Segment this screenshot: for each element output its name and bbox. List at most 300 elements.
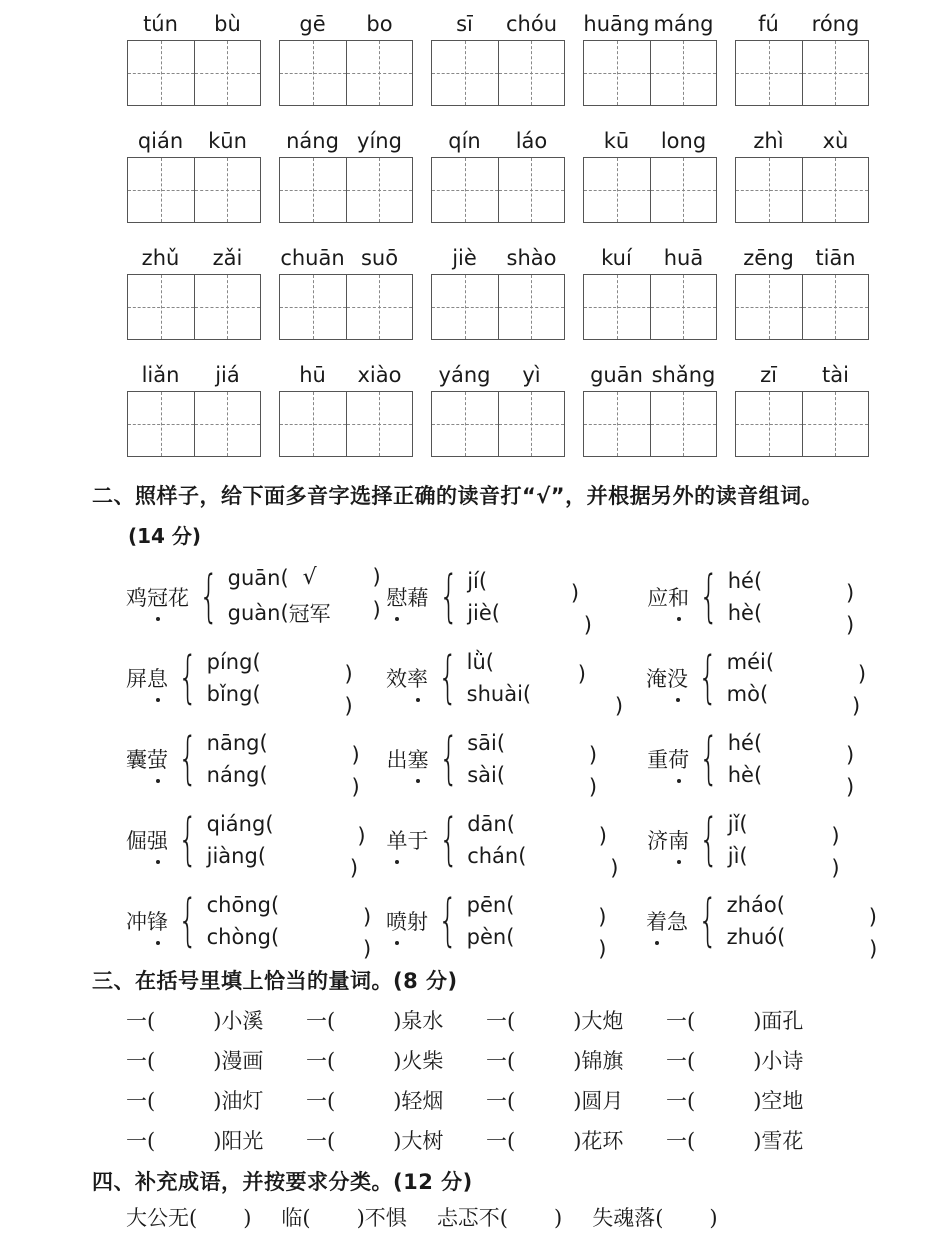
- polyphone-item: [386, 880, 646, 961]
- close-paren: ): [344, 693, 353, 718]
- tianzige-cell[interactable]: [128, 41, 194, 105]
- brace-symbol: {: [199, 563, 219, 629]
- word-char: 于: [407, 828, 429, 853]
- polyphone-row: [126, 799, 846, 880]
- polyphone-word: [126, 582, 189, 612]
- word-char-marked: 单: [387, 825, 408, 855]
- pinyin-syllable: shǎng: [651, 363, 716, 387]
- polyphone-word: [647, 744, 689, 774]
- tianzige-cell[interactable]: [432, 41, 498, 105]
- close-paren: ): [573, 1049, 582, 1073]
- word-char: 冲: [126, 909, 147, 934]
- pinyin-reading: shuài(: [466, 681, 532, 706]
- measure-item: [486, 1045, 666, 1075]
- pinyin-syllable: qín: [448, 129, 481, 153]
- pinyin-labels: [735, 359, 869, 391]
- reading-option[interactable]: [727, 730, 855, 767]
- pinyin-reading: jí(: [467, 568, 488, 593]
- word-char: 重: [647, 747, 669, 772]
- reading-option[interactable]: [467, 762, 598, 799]
- reading-option[interactable]: [206, 762, 360, 799]
- pinyin-syllable: sī: [456, 12, 473, 36]
- pinyin-labels: [127, 125, 261, 157]
- word-char-marked: 没: [667, 663, 688, 693]
- tianzige-cell[interactable]: [128, 392, 194, 456]
- pinyin-word: [431, 125, 565, 223]
- pinyin-syllable: róng: [811, 12, 860, 36]
- idiom-before: 忐忑不(: [436, 1206, 509, 1230]
- close-paren: ): [573, 1089, 582, 1113]
- tianzige-cell[interactable]: [346, 275, 413, 339]
- reading-options: [466, 649, 624, 718]
- pinyin-word: [279, 242, 413, 340]
- close-paren: ): [349, 855, 359, 880]
- pinyin-row: [127, 125, 872, 223]
- pinyin-syllable: guān: [590, 363, 643, 387]
- measure-noun: 花环: [581, 1129, 624, 1153]
- reading-option[interactable]: [467, 730, 598, 767]
- reading-option[interactable]: [726, 924, 878, 961]
- idiom-item: [592, 1202, 717, 1232]
- pinyin-word: [127, 242, 261, 340]
- close-paren: ): [573, 1129, 582, 1153]
- tianzige-cell[interactable]: [280, 41, 346, 105]
- measure-noun: 油灯: [221, 1089, 264, 1113]
- measure-row: [126, 1080, 846, 1120]
- tianzige-cell[interactable]: [346, 158, 413, 222]
- answer-text: 冠军: [288, 602, 331, 626]
- pinyin-reading: hé(: [727, 730, 763, 755]
- measure-noun: 泉水: [401, 1009, 444, 1033]
- close-paren: ): [868, 904, 877, 929]
- measure-item: [486, 1085, 666, 1115]
- polyphone-item: [126, 880, 386, 961]
- reading-option[interactable]: [206, 843, 359, 880]
- word-char: 射: [407, 909, 428, 934]
- close-paren: ): [845, 774, 855, 799]
- measure-prefix: 一(: [126, 1089, 156, 1113]
- pinyin-word: [279, 359, 413, 457]
- pinyin-reading: sāi(: [467, 730, 506, 755]
- idiom-item: [281, 1202, 406, 1232]
- idiom-before: 失魂落(: [592, 1206, 664, 1230]
- idiom-before: 临(: [281, 1206, 311, 1230]
- reading-option[interactable]: [467, 600, 592, 637]
- reading-option[interactable]: [726, 681, 861, 718]
- pinyin-syllable: chuān: [280, 246, 345, 270]
- pinyin-word: [127, 8, 261, 106]
- measure-item: [306, 1085, 486, 1115]
- pinyin-labels: [279, 125, 413, 157]
- polyphone-word: [387, 582, 429, 612]
- brace-symbol: {: [438, 725, 459, 791]
- tianzige-cell[interactable]: [584, 158, 650, 222]
- polyphone-word: [647, 582, 689, 612]
- pinyin-labels: [431, 242, 565, 274]
- pinyin-syllable: máng: [653, 12, 714, 36]
- tianzige-cell[interactable]: [736, 275, 802, 339]
- pinyin-labels: [735, 125, 869, 157]
- reading-option[interactable]: [206, 924, 372, 961]
- close-paren: ): [357, 823, 366, 848]
- reading-option[interactable]: [206, 811, 366, 848]
- tianzige-cell[interactable]: [498, 158, 565, 222]
- tianzige-cell[interactable]: [432, 392, 498, 456]
- pinyin-reading: qiáng(: [206, 811, 274, 836]
- close-paren: ): [393, 1089, 402, 1113]
- word-char: 囊: [126, 747, 147, 772]
- tianzige-boxes: [279, 274, 413, 340]
- brace-symbol: {: [438, 563, 459, 629]
- measure-prefix: 一(: [666, 1089, 696, 1113]
- tianzige-cell[interactable]: [346, 392, 413, 456]
- reading-option[interactable]: [727, 843, 840, 880]
- reading-option[interactable]: [467, 811, 607, 848]
- tianzige-cell[interactable]: [650, 41, 717, 105]
- tianzige-cell[interactable]: [802, 158, 869, 222]
- reading-option[interactable]: [227, 598, 381, 628]
- pinyin-word: [279, 125, 413, 223]
- reading-option[interactable]: [726, 892, 877, 929]
- close-paren: ): [753, 1129, 762, 1153]
- reading-options: [467, 811, 619, 880]
- word-char-marked: 萤: [147, 744, 168, 774]
- tianzige-cell[interactable]: [650, 392, 717, 456]
- close-paren: ): [845, 612, 855, 637]
- close-paren: ): [753, 1089, 762, 1113]
- close-paren: ): [610, 855, 619, 880]
- pinyin-syllable: bù: [214, 12, 241, 36]
- tianzige-cell[interactable]: [650, 275, 717, 339]
- polyphone-row: [126, 718, 855, 799]
- polyphone-item: [126, 556, 387, 637]
- tianzige-boxes: [583, 157, 717, 223]
- tianzige-cell[interactable]: [802, 392, 869, 456]
- measure-item: [666, 1085, 846, 1115]
- tianzige-boxes: [279, 157, 413, 223]
- reading-options: [206, 811, 366, 880]
- tianzige-cell[interactable]: [650, 158, 717, 222]
- tianzige-boxes: [735, 157, 869, 223]
- section4-heading: 四、补充成语，并按要求分类。(12 分): [92, 1170, 473, 1194]
- pinyin-syllable: jiá: [215, 363, 240, 387]
- tianzige-boxes: [431, 391, 565, 457]
- measure-noun: 轻烟: [401, 1089, 444, 1113]
- reading-option[interactable]: [466, 924, 607, 961]
- polyphone-row: [126, 637, 867, 718]
- reading-options: [206, 892, 372, 961]
- pinyin-labels: [127, 359, 261, 391]
- pinyin-labels: [583, 242, 717, 274]
- reading-option[interactable]: [726, 649, 867, 686]
- word-char-marked: 着: [646, 906, 667, 936]
- measure-prefix: 一(: [126, 1129, 156, 1153]
- reading-options: [727, 730, 855, 799]
- close-paren: ): [213, 1049, 222, 1073]
- pinyin-reading: jǐ(: [727, 811, 748, 836]
- pinyin-reading: dān(: [467, 811, 515, 836]
- polyphone-item: [647, 718, 855, 799]
- pinyin-word: [127, 359, 261, 457]
- tianzige-cell[interactable]: [802, 275, 869, 339]
- tianzige-cell[interactable]: [584, 41, 650, 105]
- pinyin-reading: nāng(: [206, 730, 268, 755]
- polyphone-item: [387, 718, 648, 799]
- brace-symbol: {: [698, 887, 718, 953]
- reading-option[interactable]: [727, 600, 855, 637]
- close-paren: ): [598, 904, 607, 929]
- polyphone-word: [386, 663, 428, 693]
- tianzige-boxes: [127, 391, 261, 457]
- polyphone-word: [126, 663, 168, 693]
- reading-options: [467, 730, 598, 799]
- tianzige-cell[interactable]: [584, 392, 650, 456]
- pinyin-syllable: yáng: [438, 363, 491, 387]
- measure-prefix: 一(: [306, 1049, 336, 1073]
- reading-option[interactable]: [467, 843, 619, 880]
- polyphone-item: [126, 637, 386, 718]
- pinyin-reading: mò(: [726, 681, 769, 706]
- pinyin-syllable: shào: [506, 246, 557, 270]
- brace-symbol: {: [178, 644, 198, 710]
- close-paren: ): [577, 661, 586, 686]
- word-char: 藉: [407, 585, 429, 610]
- pinyin-word: [735, 125, 869, 223]
- tianzige-cell[interactable]: [498, 275, 565, 339]
- pinyin-syllable: qián: [137, 129, 184, 153]
- pinyin-syllable: huā: [663, 246, 704, 270]
- pinyin-reading: hé(: [727, 568, 763, 593]
- pinyin-syllable: gē: [299, 12, 326, 36]
- close-paren: ): [831, 823, 840, 848]
- idiom-item: [126, 1202, 251, 1232]
- polyphone-word: [387, 744, 429, 774]
- reading-options: [726, 649, 867, 718]
- tianzige-cell[interactable]: [194, 392, 261, 456]
- reading-options: [726, 892, 878, 961]
- word-char: 倔: [126, 828, 147, 853]
- measure-prefix: 一(: [486, 1009, 516, 1033]
- tianzige-cell[interactable]: [498, 41, 565, 105]
- pinyin-syllable: zhì: [753, 129, 784, 153]
- pinyin-reading: chòng(: [206, 924, 280, 949]
- pinyin-word: [735, 359, 869, 457]
- pinyin-labels: [279, 242, 413, 274]
- brace-symbol: {: [699, 806, 719, 872]
- close-paren: ): [831, 855, 840, 880]
- reading-option[interactable]: [466, 649, 611, 686]
- word-char-marked: 和: [668, 582, 689, 612]
- tianzige-boxes: [127, 274, 261, 340]
- section2-score: (14 分): [128, 524, 202, 548]
- answer-blank[interactable]: [288, 598, 381, 628]
- idiom-after: ): [554, 1206, 563, 1230]
- pinyin-syllable: xiào: [357, 363, 402, 387]
- measure-prefix: 一(: [306, 1089, 336, 1113]
- section3-heading: 三、在括号里填上恰当的量词。(8 分): [92, 969, 458, 993]
- word-char: 出: [386, 747, 408, 772]
- word-char-marked: 塞: [408, 744, 429, 774]
- pinyin-word: [431, 359, 565, 457]
- measure-item: [666, 1045, 846, 1075]
- reading-option[interactable]: [466, 892, 607, 929]
- tianzige-cell[interactable]: [432, 275, 498, 339]
- pinyin-reading: hè(: [727, 600, 763, 625]
- word-char: 急: [667, 909, 688, 934]
- pinyin-syllable: kuí: [601, 246, 632, 270]
- pinyin-syllable: liǎn: [141, 363, 180, 387]
- tianzige-cell[interactable]: [802, 41, 869, 105]
- tianzige-cell[interactable]: [194, 158, 261, 222]
- polyphone-item: [387, 799, 648, 880]
- pinyin-word: [735, 8, 869, 106]
- measure-row: [126, 1000, 846, 1040]
- brace-symbol: {: [699, 563, 719, 629]
- close-paren: ): [869, 936, 878, 961]
- pinyin-word: [735, 242, 869, 340]
- close-paren: ): [598, 936, 607, 961]
- reading-option[interactable]: [727, 568, 855, 605]
- reading-option[interactable]: [206, 649, 353, 686]
- tianzige-cell[interactable]: [498, 392, 565, 456]
- idiom-after: )不惧: [356, 1206, 407, 1230]
- polyphone-word: [386, 906, 428, 936]
- close-paren: ): [351, 742, 360, 767]
- pinyin-labels: [127, 242, 261, 274]
- measure-noun: 大树: [401, 1129, 444, 1153]
- measure-row: [126, 1040, 846, 1080]
- close-paren: ): [573, 1009, 582, 1033]
- reading-option[interactable]: [466, 681, 624, 718]
- pinyin-word: [279, 8, 413, 106]
- brace-symbol: {: [178, 806, 198, 872]
- pinyin-reading: zháo(: [726, 892, 785, 917]
- tianzige-cell[interactable]: [736, 158, 802, 222]
- pinyin-labels: [279, 359, 413, 391]
- tianzige-cell[interactable]: [432, 158, 498, 222]
- tianzige-cell[interactable]: [280, 158, 346, 222]
- measure-noun: 小诗: [761, 1049, 804, 1073]
- reading-option[interactable]: [206, 681, 353, 718]
- pinyin-reading: chōng(: [206, 892, 280, 917]
- tianzige-cell[interactable]: [736, 41, 802, 105]
- measure-prefix: 一(: [486, 1049, 516, 1073]
- tianzige-boxes: [583, 391, 717, 457]
- pinyin-syllable: kū: [603, 129, 630, 153]
- measure-noun: 空地: [761, 1089, 804, 1113]
- measure-prefix: 一(: [666, 1049, 696, 1073]
- polyphone-item: [386, 637, 646, 718]
- tianzige-boxes: [431, 157, 565, 223]
- measure-item: [486, 1125, 666, 1155]
- tianzige-cell[interactable]: [736, 392, 802, 456]
- polyphone-item: [646, 880, 878, 961]
- pinyin-labels: [583, 125, 717, 157]
- tianzige-cell[interactable]: [280, 392, 346, 456]
- measure-item: [306, 1005, 486, 1035]
- tianzige-cell[interactable]: [280, 275, 346, 339]
- pinyin-syllable: náng: [286, 129, 339, 153]
- tianzige-cell[interactable]: [584, 275, 650, 339]
- reading-option[interactable]: [727, 762, 855, 799]
- reading-option[interactable]: [206, 730, 360, 767]
- reading-options: [206, 730, 360, 799]
- pinyin-syllable: fú: [758, 12, 779, 36]
- tianzige-cell[interactable]: [128, 158, 194, 222]
- pinyin-reading: píng(: [206, 649, 261, 674]
- close-paren: ): [213, 1129, 222, 1153]
- reading-options: [727, 811, 840, 880]
- word-char-marked: 息: [147, 663, 168, 693]
- close-paren: ): [362, 904, 372, 929]
- pinyin-word: [431, 242, 565, 340]
- reading-options: [227, 565, 381, 628]
- answer-blank[interactable]: [289, 565, 381, 590]
- tianzige-cell[interactable]: [194, 275, 261, 339]
- pinyin-reading: jiè(: [467, 600, 500, 625]
- word-char-marked: 冠: [147, 582, 168, 612]
- measure-noun: 圆月: [581, 1089, 624, 1113]
- reading-option[interactable]: [227, 565, 381, 590]
- close-paren: ): [598, 823, 607, 848]
- pinyin-syllable: zī: [760, 363, 777, 387]
- close-paren: ): [845, 742, 855, 767]
- polyphone-row: [126, 880, 878, 961]
- polyphone-word: [647, 825, 689, 855]
- pinyin-syllable: yì: [522, 363, 541, 387]
- polyphone-item: [647, 556, 855, 637]
- measure-noun: 火柴: [401, 1049, 444, 1073]
- pinyin-row: [127, 242, 872, 340]
- reading-option[interactable]: [206, 892, 372, 929]
- polyphone-word: [126, 906, 168, 936]
- close-paren: ): [588, 774, 598, 799]
- pinyin-labels: [735, 242, 869, 274]
- reading-option[interactable]: [727, 811, 840, 848]
- close-paren: ): [845, 580, 855, 605]
- pinyin-reading: chán(: [467, 843, 527, 868]
- brace-symbol: {: [438, 887, 458, 953]
- pinyin-reading: pēn(: [466, 892, 515, 917]
- tianzige-boxes: [583, 40, 717, 106]
- tianzige-cell[interactable]: [194, 41, 261, 105]
- pinyin-word: [583, 8, 717, 106]
- pinyin-reading: guàn(: [227, 601, 289, 625]
- measure-noun: 面孔: [761, 1009, 804, 1033]
- reading-option[interactable]: [467, 568, 580, 605]
- pinyin-labels: [583, 359, 717, 391]
- word-char-marked: 喷: [386, 906, 407, 936]
- pinyin-syllable: xù: [822, 129, 849, 153]
- tianzige-boxes: [431, 274, 565, 340]
- polyphone-exercise: [126, 556, 878, 961]
- pinyin-syllable: zēng: [743, 246, 794, 270]
- pinyin-labels: [583, 8, 717, 40]
- measure-item: [126, 1085, 306, 1115]
- pinyin-syllable: bo: [366, 12, 393, 36]
- polyphone-item: [647, 799, 846, 880]
- tianzige-cell[interactable]: [346, 41, 413, 105]
- tianzige-boxes: [127, 157, 261, 223]
- tianzige-cell[interactable]: [128, 275, 194, 339]
- measure-noun: 漫画: [221, 1049, 264, 1073]
- measure-item: [126, 1125, 306, 1155]
- tianzige-boxes: [735, 40, 869, 106]
- tianzige-boxes: [127, 40, 261, 106]
- polyphone-word: [646, 663, 688, 693]
- word-char-marked: 强: [147, 825, 168, 855]
- word-char: 鸡: [126, 585, 147, 610]
